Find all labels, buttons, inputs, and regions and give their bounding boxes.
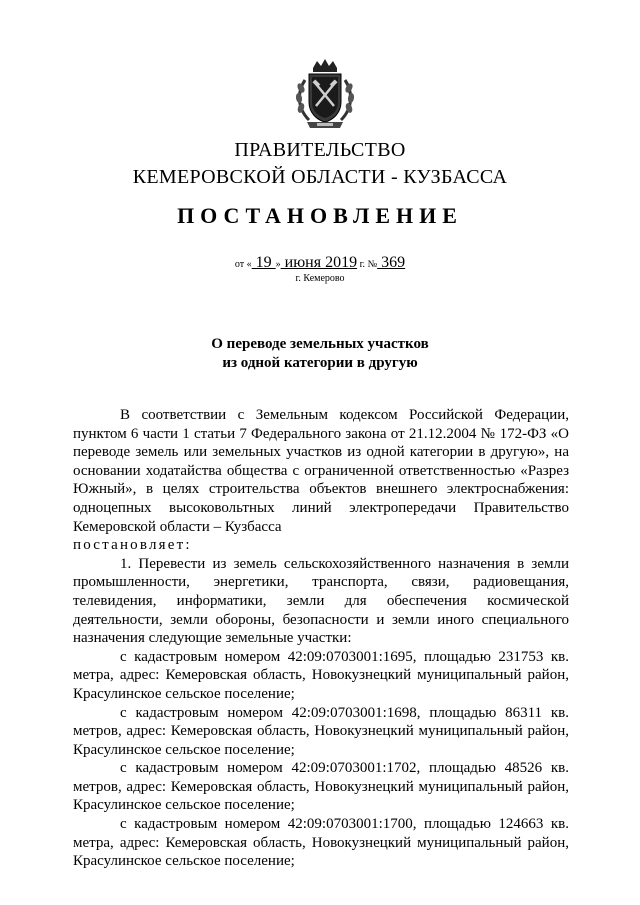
- document-number-label: №: [367, 259, 378, 270]
- plot-paragraph: с кадастровым номером 42:09:0703001:1698, площадью 86311 кв. метров, адрес: Кемеровская область, Новокузнецкий муниципальный район, Красулинское сельское поселение;: [73, 704, 569, 758]
- government-title-line1: ПРАВИТЕЛЬСТВО: [234, 139, 406, 161]
- date-quote-close: »: [275, 259, 281, 270]
- date-day: 19: [251, 254, 276, 271]
- date-month-year: июня 2019: [280, 254, 358, 271]
- coat-of-arms-emblem: [291, 58, 359, 130]
- subject-heading: [0, 335, 640, 373]
- plot-paragraph: с кадастровым номером 42:09:0703001:1695, площадью 231753 кв. метра, адрес: Кемеровская область, Новокузнецкий муниципальный район, Красулинское сельское поселение;: [73, 648, 569, 702]
- date-line: [0, 254, 640, 272]
- item-1-paragraph: 1. Перевести из земель сельскохозяйственного назначения в земли промышленности, энергетики, транспорта, связи, радиовещания, телевидения, информатики, земли для обеспечения космической деятельности, земли обороны, безопасности и земли иного специального назначения следующие земельные участки:: [73, 555, 569, 647]
- document-body: [73, 406, 569, 871]
- subject-line1: О переводе земельных участков: [211, 336, 429, 352]
- plot-paragraph: с кадастровым номером 42:09:0703001:1700, площадью 124663 кв. метра, адрес: Кемеровская область, Новокузнецкий муниципальный район, Красулинское сельское поселение;: [73, 816, 569, 870]
- subject-line2: из одной категории в другую: [222, 355, 418, 371]
- date-from-label: от «: [234, 259, 252, 270]
- city-name: г. Кемерово: [295, 273, 345, 284]
- preamble-paragraph: В соответствии с Земельным кодексом Российской Федерации, пунктом 6 части 1 статьи 7 Федерального закона от 21.12.2004 № 172-ФЗ «О переводе земель или земельных участков из одной категории в другую», на основании ходатайства общества с ограниченной ответственностью «Разрез Южный», в целях строительства объектов внешнего электроснабжения: одноцепных высоковольтных линий электропередачи Правительство Кемеровской области – Кузбасса: [73, 407, 569, 535]
- government-title-line2: КЕМЕРОВСКОЙ ОБЛАСТИ - КУЗБАССА: [132, 166, 508, 188]
- plot-paragraph: с кадастровым номером 42:09:0703001:1702, площадью 48526 кв. метров, адрес: Кемеровская область, Новокузнецкий муниципальный район, Красулинское сельское поселение;: [73, 760, 569, 814]
- document-number: 369: [377, 254, 406, 271]
- resolves-word: постановляет:: [73, 537, 192, 554]
- document-type-title: ПОСТАНОВЛЕНИЕ: [177, 203, 463, 228]
- date-year-suffix: г.: [357, 259, 368, 270]
